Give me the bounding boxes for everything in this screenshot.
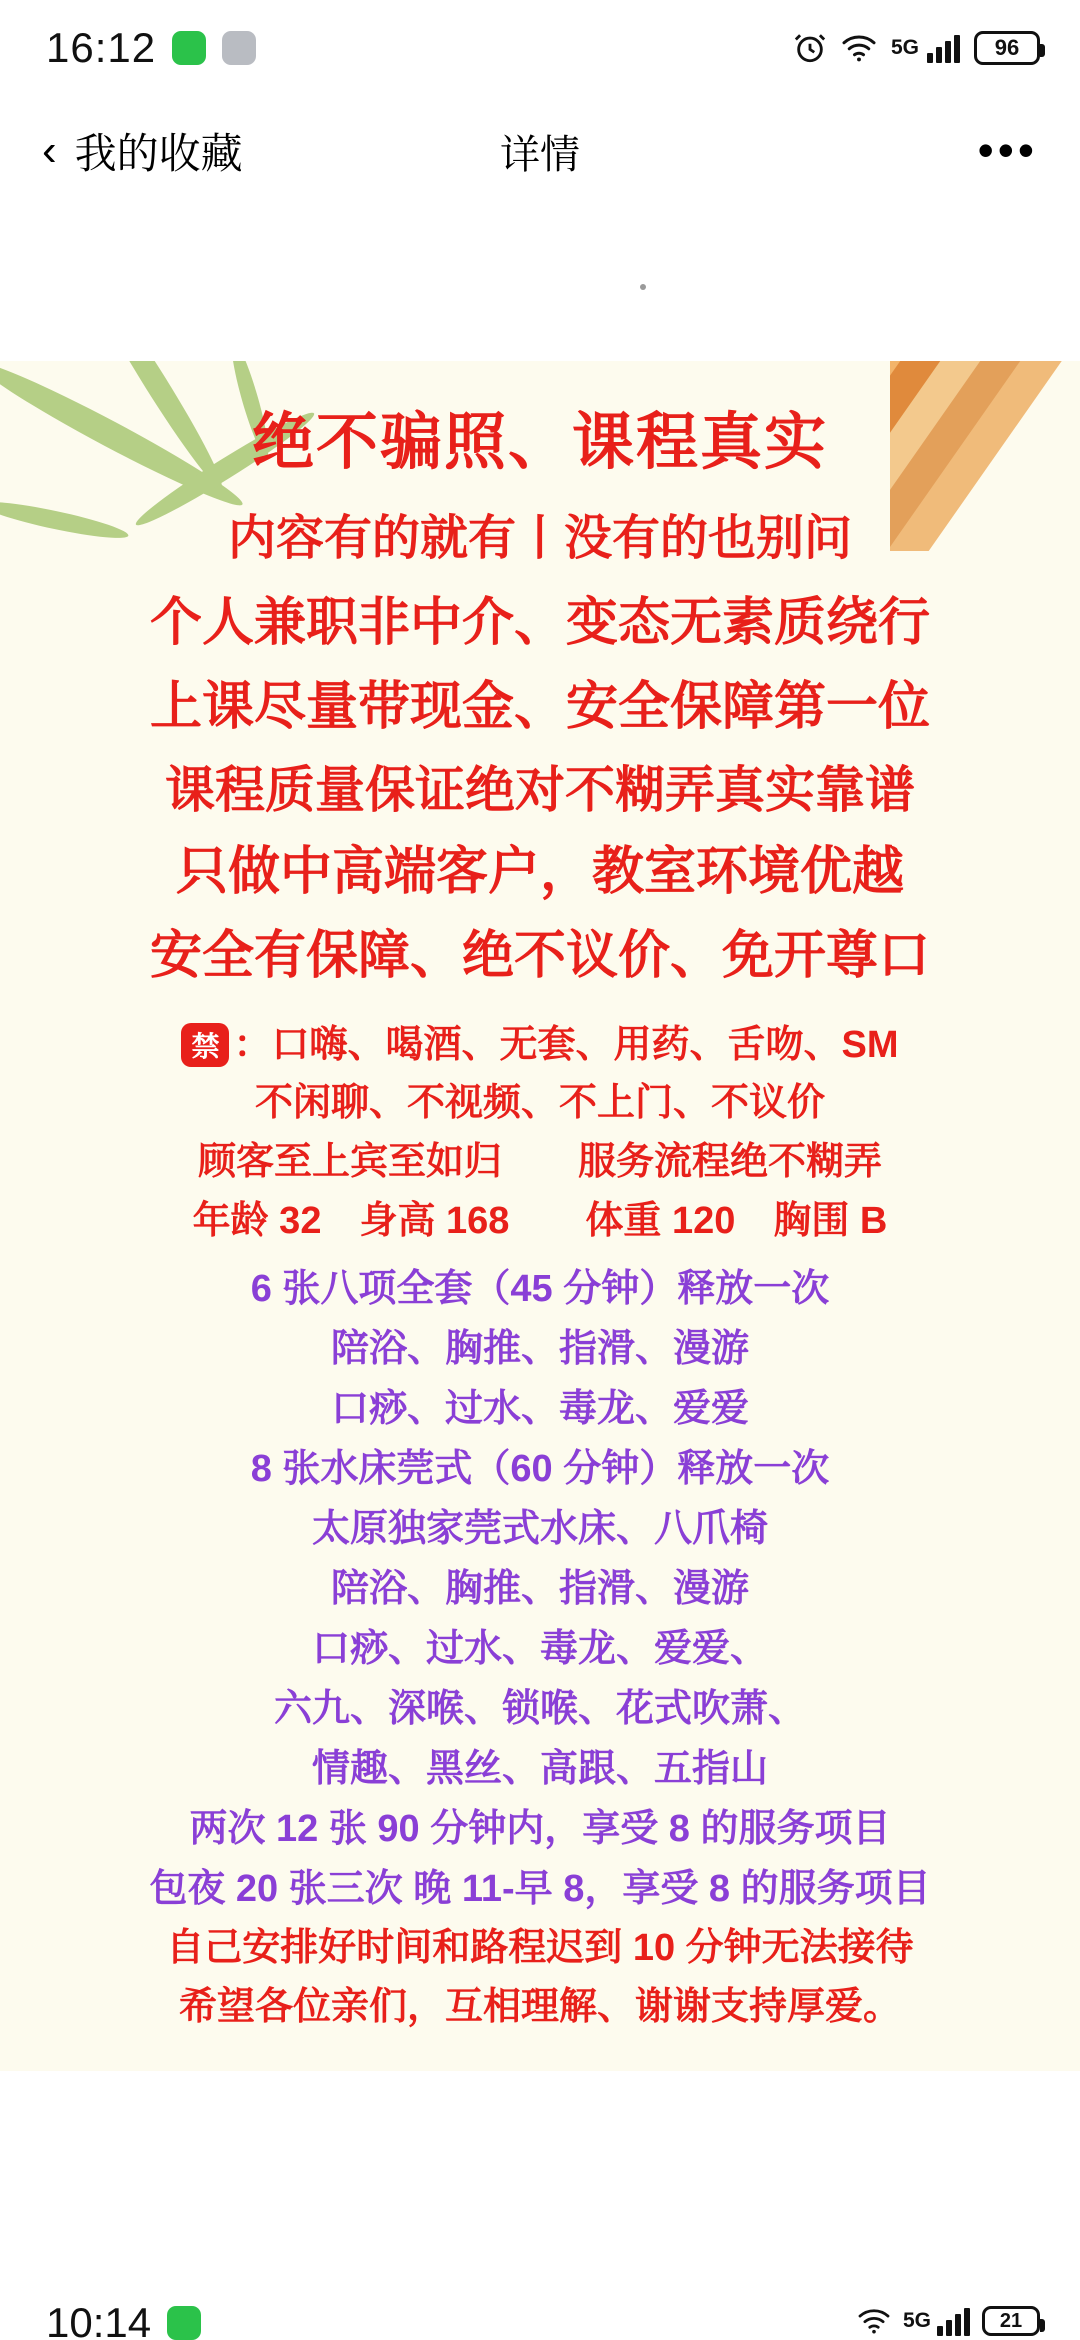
poster-purple-line: 太原独家莞式水床、八爪椅	[311, 1508, 768, 1551]
app-bar	[0, 96, 1080, 206]
poster-purple-line: 六九、深喉、锁喉、花式吹萧、	[273, 1688, 806, 1731]
more-options-icon[interactable]: •••	[977, 124, 1038, 177]
poster-red-line: 课程质量保证绝对不糊弄真实靠谱	[165, 761, 915, 818]
bottom-strip-left	[46, 2285, 201, 2340]
poster-purple-line: 6 张八项全套（45 分钟）释放一次	[250, 1268, 830, 1311]
poster-purple-line: 陪浴、胸推、指滑、漫游	[330, 1328, 749, 1371]
poster-red-small-line: 年龄 32 身高 168 体重 120 胸围 B	[192, 1200, 888, 1243]
poster-red-small-line: 顾客至上宾至如归 服务流程绝不糊弄	[197, 1141, 882, 1184]
network-type-label: 5G	[890, 36, 919, 59]
poster-red-line: 上课尽量带现金、安全保障第一位	[149, 678, 930, 737]
poster-subheadline: 内容有的就有丨没有的也别问	[227, 512, 852, 566]
green-app-icon	[167, 2306, 201, 2340]
poster-purple-line: 包夜 20 张三次 晚 11-早 8，享受 8 的服务项目	[149, 1868, 931, 1911]
poster-closing-line: 希望各位亲们，互相理解、谢谢支持厚爱。	[178, 1986, 901, 2029]
status-bar-right	[793, 31, 1040, 65]
back-button-label[interactable]: 我的收藏	[74, 130, 243, 177]
bottom-battery-percent-label: 21	[999, 2309, 1023, 2332]
poster-red-line: 只做中高端客户，教室环境优越	[175, 842, 904, 901]
back-button[interactable]	[42, 121, 243, 181]
poster-ban-line: ：口嗨、喝酒、无套、用药、舌吻、SM	[233, 1023, 899, 1066]
poster-purple-line: 口痧、过水、毒龙、爱爱、	[311, 1628, 768, 1671]
content-gap	[0, 206, 1080, 361]
wifi-icon	[841, 33, 877, 63]
bottom-battery-indicator	[982, 2306, 1040, 2336]
bottom-network-type-label: 5G	[902, 2309, 931, 2332]
poster-purple-line: 口痧、过水、毒龙、爱爱	[330, 1388, 749, 1431]
poster-purple-line: 陪浴、胸推、指滑、漫游	[330, 1568, 749, 1611]
poster-purple-line: 两次 12 张 90 分钟内，享受 8 的服务项目	[189, 1808, 891, 1851]
tiny-dot-marker	[640, 284, 646, 290]
chevron-left-icon[interactable]: ‹	[42, 126, 57, 175]
signal-bars-icon	[927, 33, 960, 63]
bottom-strip-right	[857, 2306, 1040, 2336]
bottom-clock: 10:14	[46, 2299, 152, 2340]
status-bar-left	[46, 24, 256, 72]
poster-red-line: 个人兼职非中介、变态无素质绕行	[149, 594, 930, 653]
poster-headline: 绝不骗照、课程真实	[251, 408, 828, 477]
ban-badge: 禁	[181, 1023, 229, 1067]
status-clock: 16:12	[46, 24, 157, 71]
poster-purple-line: 8 张水床莞式（60 分钟）释放一次	[250, 1448, 830, 1491]
poster-content	[0, 399, 1080, 2037]
poster-red-line: 安全有保障、绝不议价、免开尊口	[149, 926, 930, 985]
page-title: 详情	[500, 132, 580, 177]
bottom-screenshot-strip	[0, 2278, 1080, 2340]
poster-closing-line: 自己安排好时间和路程迟到 10 分钟无法接待	[166, 1927, 914, 1970]
poster-ban-row	[0, 1016, 1080, 1075]
status-bar	[0, 0, 1080, 96]
battery-percent-label: 96	[994, 35, 1020, 60]
battery-indicator	[974, 31, 1040, 65]
poster-red-small-line: 不闲聊、不视频、不上门、不议价	[254, 1082, 825, 1125]
gray-app-icon	[222, 31, 256, 65]
green-app-icon	[172, 31, 206, 65]
signal-bars-icon	[937, 2306, 970, 2336]
poster-purple-line: 情趣、黑丝、高跟、五指山	[311, 1748, 768, 1791]
wifi-icon	[857, 2307, 891, 2335]
alarm-icon	[793, 31, 827, 65]
poster-image[interactable]	[0, 361, 1080, 2071]
